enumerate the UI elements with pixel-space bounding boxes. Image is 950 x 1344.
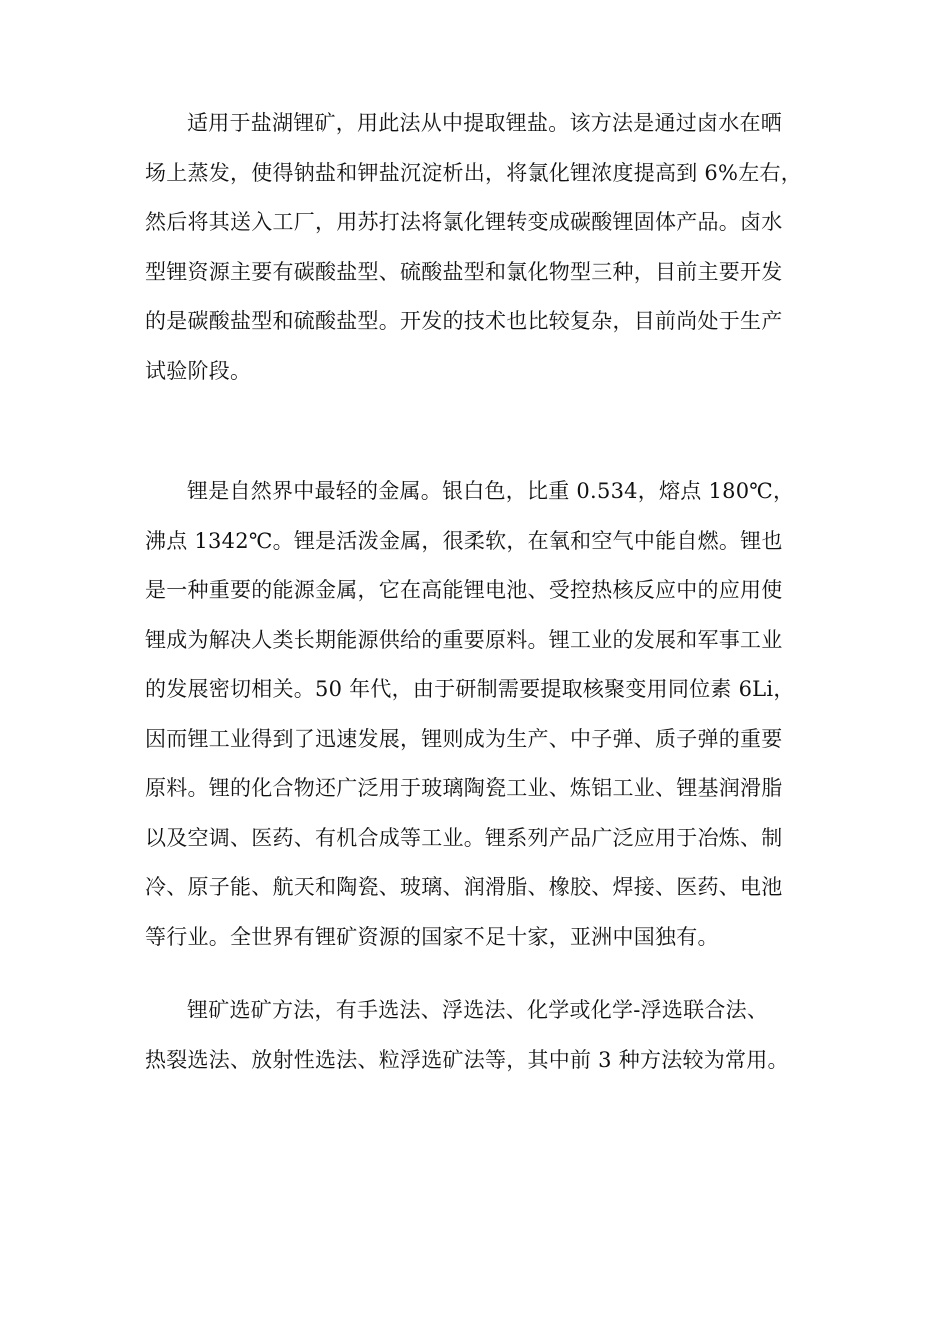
text-line: 然后将其送入工厂，用苏打法将氯化锂转变成碳酸锂固体产品。卤水 xyxy=(145,210,783,234)
text-line: 适用于盐湖锂矿，用此法从中提取锂盐。该方法是通过卤水在晒 xyxy=(187,111,782,135)
text-line: 热裂选法、放射性选法、粒浮选矿法等，其中前 3 种方法较为常用。 xyxy=(145,1047,789,1072)
text-line: 锂成为解决人类长期能源供给的重要原料。锂工业的发展和军事工业 xyxy=(145,627,783,652)
text-line: 锂是自然界中最轻的金属。银白色，比重 0.534，熔点 180℃， xyxy=(187,479,795,503)
text-line: 因而锂工业得到了迅速发展，锂则成为生产、中子弹、质子弹的重要 xyxy=(145,726,783,751)
text-line: 是一种重要的能源金属，它在高能锂电池、受控热核反应中的应用使 xyxy=(145,578,783,602)
text-line: 冷、原子能、航天和陶瓷、玻璃、润滑脂、橡胶、焊接、医药、电池 xyxy=(145,875,783,899)
text-line: 以及空调、医药、有机合成等工业。锂系列产品广泛应用于冶炼、制 xyxy=(145,825,783,850)
paragraph-salt-lake-lithium xyxy=(145,99,825,396)
text-line: 型锂资源主要有碳酸盐型、硫酸盐型和氯化物型三种，目前主要开发 xyxy=(145,259,783,284)
text-line: 锂矿选矿方法，有手选法、浮选法、化学或化学-浮选联合法、 xyxy=(187,998,769,1022)
text-line: 沸点 1342℃。锂是活泼金属，很柔软，在氧和空气中能自燃。锂也 xyxy=(145,528,783,553)
paragraph-lithium-properties xyxy=(145,467,825,962)
text-line: 原料。锂的化合物还广泛用于玻璃陶瓷工业、炼铝工业、锂基润滑脂 xyxy=(145,776,783,800)
text-line: 场上蒸发，使得钠盐和钾盐沉淀析出，将氯化锂浓度提高到 6%左右， xyxy=(145,160,802,185)
paragraph-beneficiation-methods xyxy=(145,986,825,1085)
text-line: 试验阶段。 xyxy=(145,358,252,383)
text-line: 的发展密切相关。50 年代，由于研制需要提取核聚变用同位素 6Li， xyxy=(145,677,795,701)
text-line: 的是碳酸盐型和硫酸盐型。开发的技术也比较复杂，目前尚处于生产 xyxy=(145,309,783,333)
text-line: 等行业。全世界有锂矿资源的国家不足十家，亚洲中国独有。 xyxy=(145,924,719,949)
